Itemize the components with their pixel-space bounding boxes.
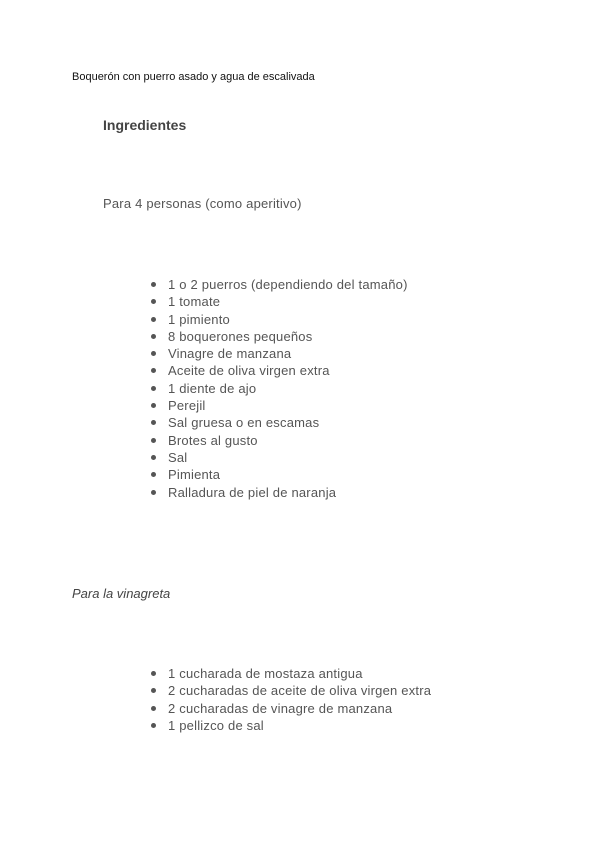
bullet-icon <box>151 671 156 676</box>
bullet-icon <box>151 334 156 339</box>
bullet-icon <box>151 472 156 477</box>
bullet-icon <box>151 706 156 711</box>
bullet-icon <box>151 368 156 373</box>
bullet-icon <box>151 299 156 304</box>
servings-text: Para 4 personas (como aperitivo) <box>103 196 302 211</box>
bullet-icon <box>151 351 156 356</box>
document-page: Boquerón con puerro asado y agua de escalivada Ingredientes Para 4 personas (como aperitivo) 1 o 2 puerros (dependiendo del tamaño) 1 tomate 1 pimiento 8 boquerones pequeños Vinagre de manzana Aceite de oliva virgen extra 1 diente de ajo Perejil Sal gruesa o en escamas Brotes al gusto Sal Pimienta Ralladura de piel de naranja Para la vinagreta 1 cucharada de mostaza antigua 2 cucharadas de aceite de oliva virgen extra 2 cucharadas de vinagre de manzana 1 pellizco de sal <box>72 71 432 733</box>
ingredients-heading: Ingredientes <box>103 117 187 133</box>
document-title: Boquerón con puerro asado y agua de escalivada <box>72 71 315 83</box>
bullet-icon <box>151 455 156 460</box>
bullet-icon <box>151 688 156 693</box>
bullet-icon <box>151 282 156 287</box>
bullet-icon <box>151 317 156 322</box>
bullet-icon <box>151 386 156 391</box>
bullet-icon <box>151 438 156 443</box>
bullet-icon <box>151 403 156 408</box>
vinaigrette-heading: Para la vinagreta <box>72 586 171 601</box>
bullet-icon <box>151 490 156 495</box>
bullet-icon <box>151 420 156 425</box>
bullet-icon <box>151 723 156 728</box>
